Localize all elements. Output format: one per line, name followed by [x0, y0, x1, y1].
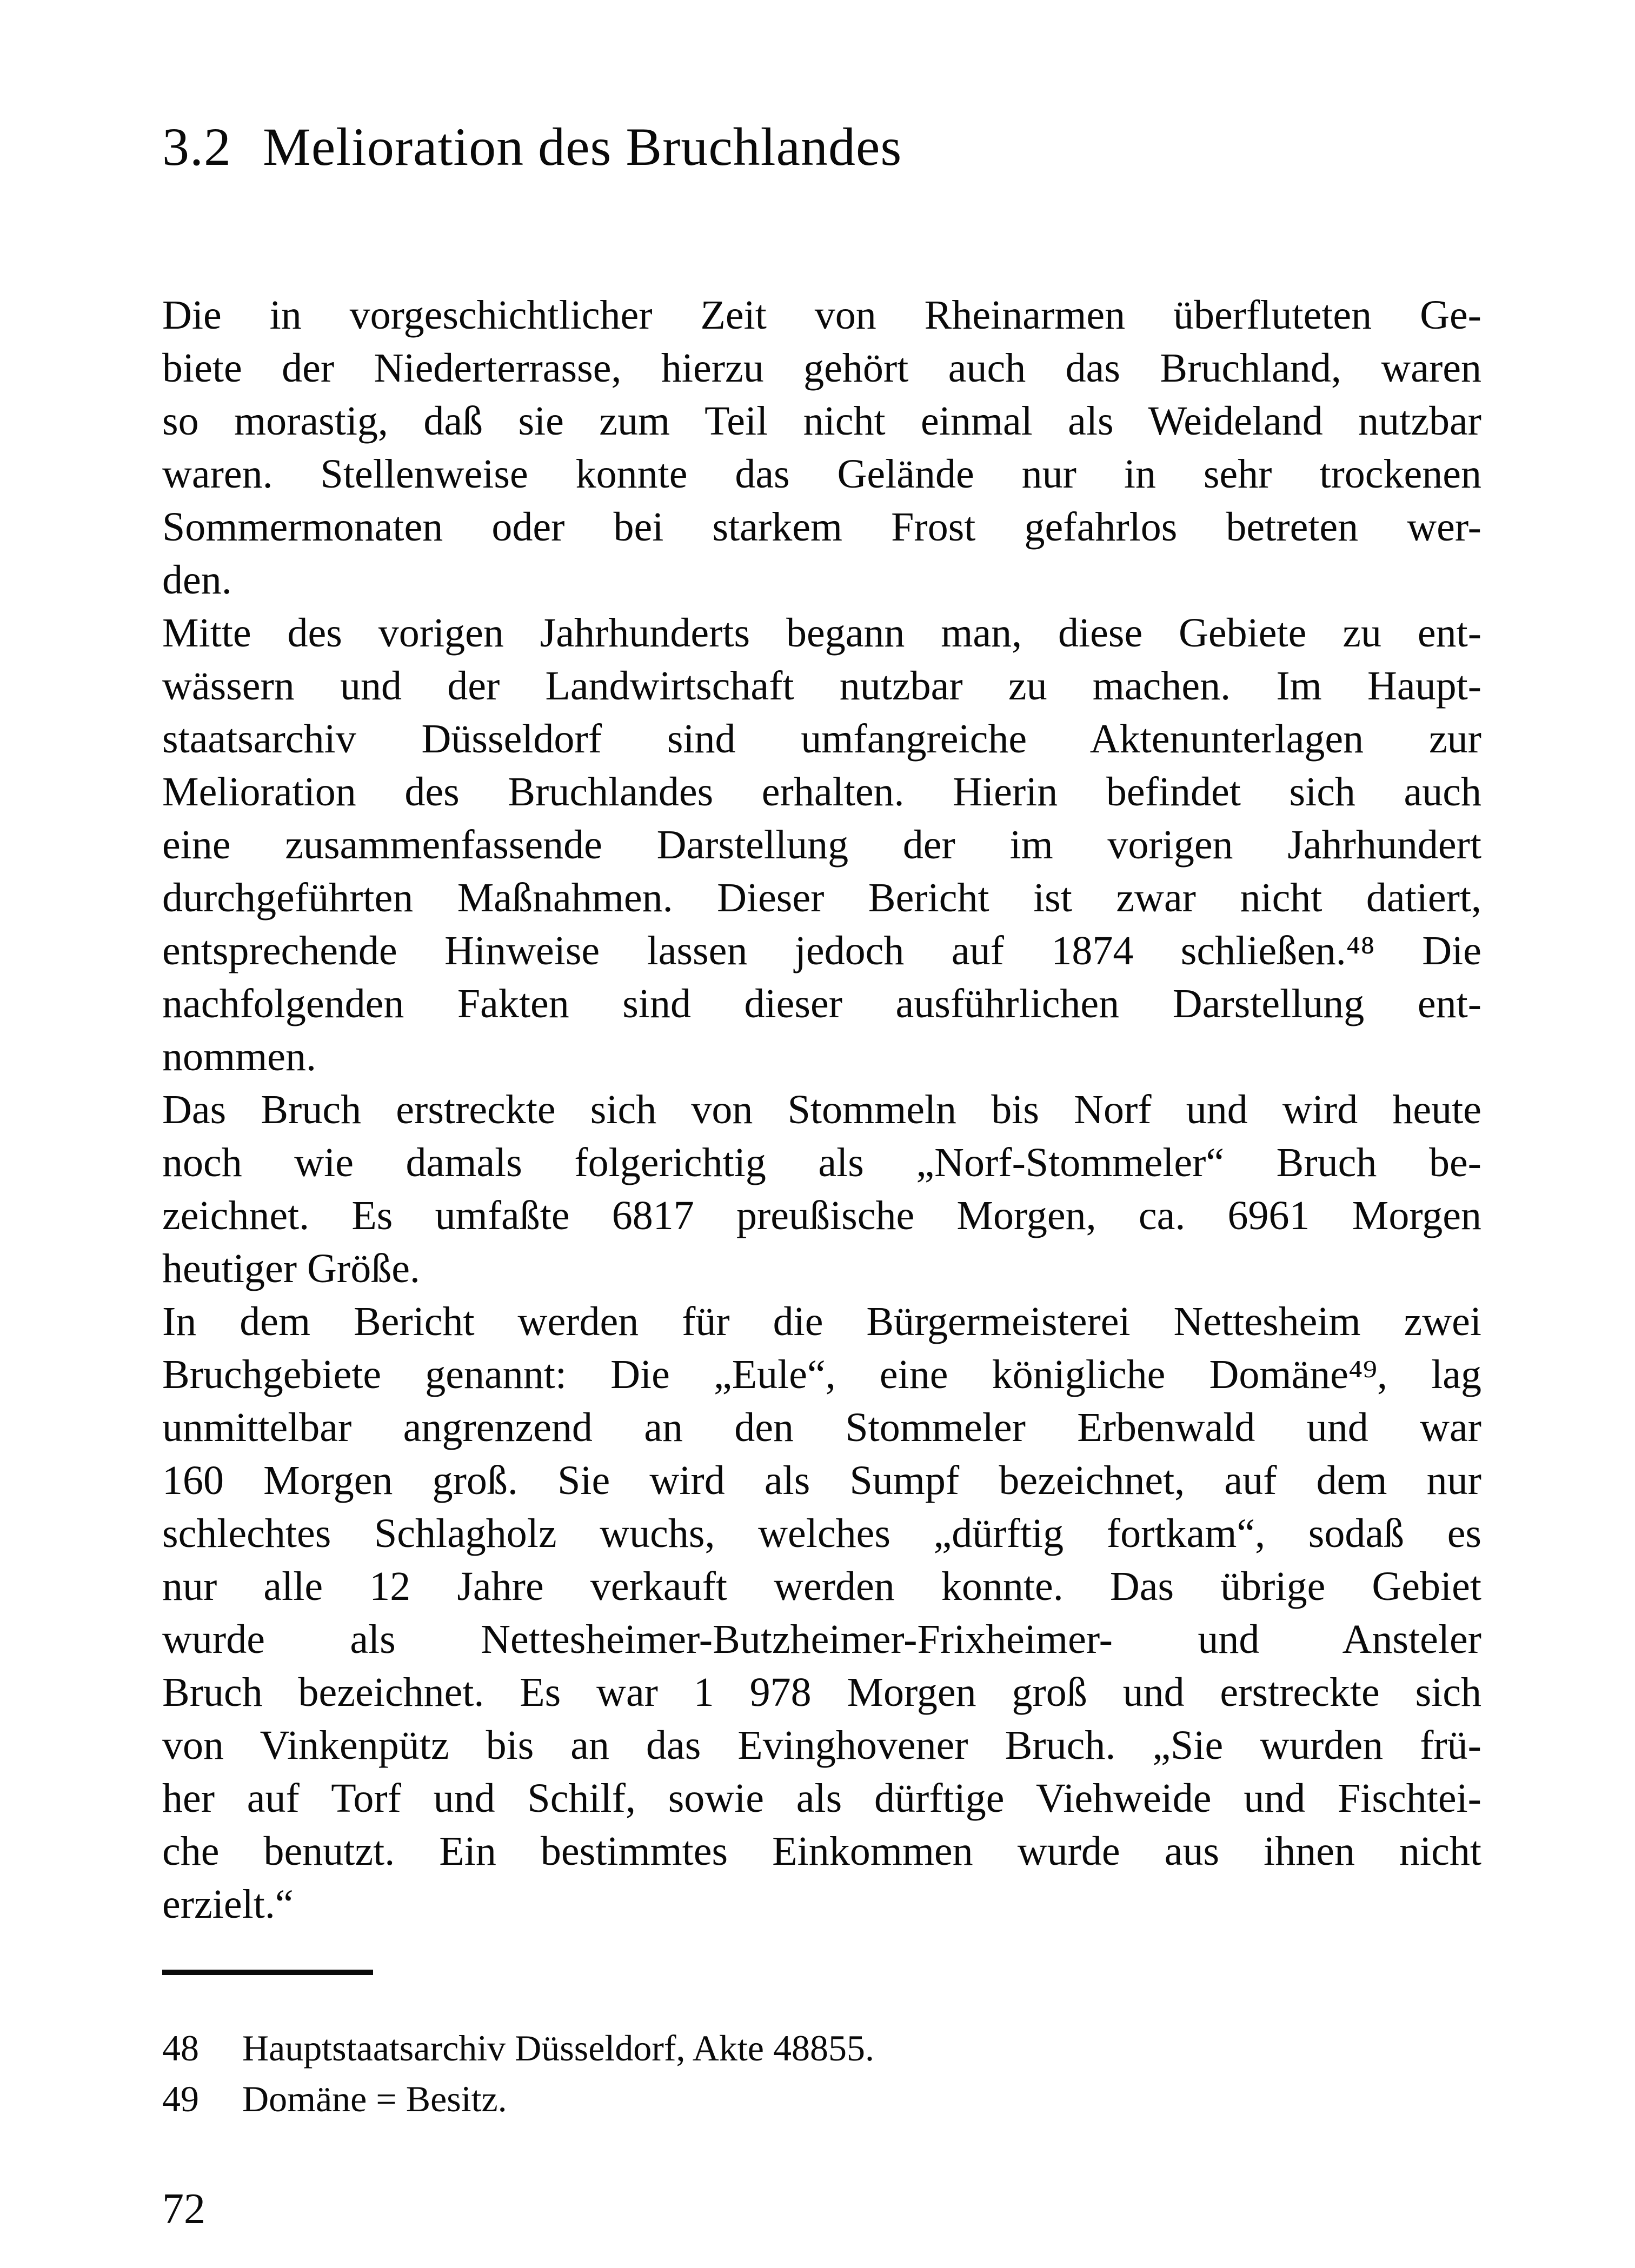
- text-line: In dem Bericht werden für die Bürgermeisterei Nettesheim zwei: [162, 1299, 1481, 1344]
- text-line: wässern und der Landwirtschaft nutzbar zu machen. Im Haupt-: [162, 663, 1481, 709]
- footnotes: [162, 2023, 1481, 2124]
- footnote-number: 48: [162, 2027, 199, 2069]
- footnote-text: Hauptstaatsarchiv Düsseldorf, Akte 48855.: [242, 2027, 874, 2069]
- text-line: den.: [162, 557, 232, 603]
- paragraph: [162, 1295, 1481, 1931]
- text-line: eine zusammenfassende Darstellung der im vorigen Jahrhundert: [162, 822, 1481, 868]
- text-line: Melioration des Bruchlandes erhalten. Hierin befindet sich auch: [162, 769, 1481, 815]
- text-line: unmittelbar angrenzend an den Stommeler Erbenwald und war: [162, 1405, 1481, 1450]
- footnote: [162, 2073, 1481, 2124]
- text-line: wurde als Nettesheimer-Butzheimer-Frixheimer- und Ansteler: [162, 1617, 1481, 1662]
- section-number: 3.2: [162, 117, 231, 177]
- text-line: Bruch bezeichnet. Es war 1 978 Morgen groß und erstreckte sich: [162, 1670, 1481, 1715]
- text-line: durchgeführten Maßnahmen. Dieser Bericht ist zwar nicht datiert,: [162, 875, 1481, 920]
- text-line: schlechtes Schlagholz wuchs, welches „dürftig fortkam“, sodaß es: [162, 1511, 1481, 1556]
- text-line: nommen.: [162, 1034, 316, 1079]
- page-number: 72: [162, 2185, 205, 2233]
- text-line: Sommermonaten oder bei starkem Frost gefahrlos betreten wer-: [162, 504, 1481, 550]
- text-line: so morastig, daß sie zum Teil nicht einmal als Weideland nutzbar: [162, 398, 1481, 444]
- footnote: [162, 2023, 1481, 2073]
- body-text: [162, 289, 1481, 1931]
- text-line: Bruchgebiete genannt: Die „Eule“, eine königliche Domäne⁴⁹, lag: [162, 1352, 1481, 1397]
- text-line: che benutzt. Ein bestimmtes Einkommen wurde aus ihnen nicht: [162, 1829, 1481, 1874]
- text-line: biete der Niederterrasse, hierzu gehört auch das Bruchland, waren: [162, 345, 1481, 391]
- text-line: zeichnet. Es umfaßte 6817 preußische Morgen, ca. 6961 Morgen: [162, 1193, 1481, 1238]
- text-line: von Vinkenpütz bis an das Evinghovener Bruch. „Sie wurden frü-: [162, 1723, 1481, 1768]
- text-line: erzielt.“: [162, 1882, 294, 1927]
- text-line: heutiger Größe.: [162, 1246, 420, 1291]
- text-line: staatsarchiv Düsseldorf sind umfangreiche Aktenunterlagen zur: [162, 716, 1481, 762]
- footnote-number: 49: [162, 2078, 199, 2119]
- text-line: Die in vorgeschichtlicher Zeit von Rheinarmen überfluteten Ge-: [162, 292, 1481, 338]
- paragraph: [162, 1083, 1481, 1295]
- text-line: Das Bruch erstreckte sich von Stommeln bis Norf und wird heute: [162, 1087, 1481, 1132]
- text-line: noch wie damals folgerichtig als „Norf-Stommeler“ Bruch be-: [162, 1140, 1481, 1185]
- text-line: 160 Morgen groß. Sie wird als Sumpf bezeichnet, auf dem nur: [162, 1458, 1481, 1503]
- footnote-separator: [162, 1970, 373, 1975]
- paragraph: [162, 289, 1481, 606]
- text-line: entsprechende Hinweise lassen jedoch auf 1874 schließen.⁴⁸ Die: [162, 928, 1481, 973]
- section-heading: [162, 116, 1481, 178]
- text-line: nachfolgenden Fakten sind dieser ausführlichen Darstellung ent-: [162, 981, 1481, 1026]
- footnote-text: Domäne = Besitz.: [242, 2078, 507, 2119]
- section-title: Melioration des Bruchlandes: [263, 117, 902, 177]
- text-line: Mitte des vorigen Jahrhunderts begann man, diese Gebiete zu ent-: [162, 610, 1481, 656]
- text-line: her auf Torf und Schilf, sowie als dürftige Viehweide und Fischtei-: [162, 1776, 1481, 1821]
- paragraph: [162, 606, 1481, 1083]
- text-line: waren. Stellenweise konnte das Gelände nur in sehr trockenen: [162, 451, 1481, 497]
- text-line: nur alle 12 Jahre verkauft werden konnte. Das übrige Gebiet: [162, 1564, 1481, 1609]
